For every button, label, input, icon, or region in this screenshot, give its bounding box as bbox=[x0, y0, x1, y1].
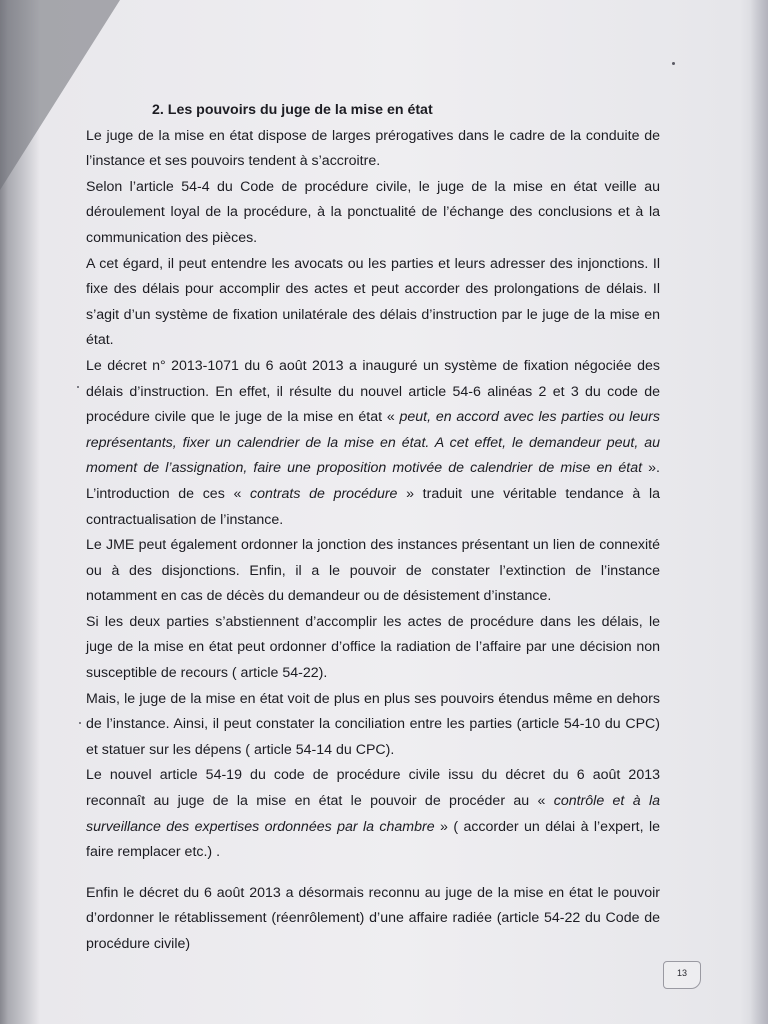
page-number: 13 bbox=[663, 961, 701, 989]
paragraph-8-text-2: » ( accorder un délai à l’expert, le faire remplacer etc.) . bbox=[86, 818, 660, 861]
paragraph-gap bbox=[86, 866, 660, 881]
paragraph-8-quote: contrôle et à la surveillance des expertises ordonnées par la chambre bbox=[86, 793, 660, 835]
paragraph-3: A cet égard, il peut entendre les avocats ou les parties et leurs adresser des injonctions. Il fixe des délais pour accomplir des actes et peut accorder des prolongations de délais. Il s’agit d’un système de fixation unilatérale des délais d’instruction par le juge de la mise en état. bbox=[86, 255, 660, 349]
scan-speck bbox=[77, 386, 79, 388]
paragraph-8 bbox=[86, 763, 660, 865]
paragraph-6: Si les deux parties s’abstiennent d’accomplir les actes de procédure dans les délais, le juge de la mise en état peut ordonner d’office la radiation de l’affaire par une décision non susceptible de recours ( article 54-22). bbox=[86, 613, 660, 682]
paragraph-4-text-3: » traduit une véritable tendance à la contractualisation de l’instance. bbox=[86, 485, 660, 528]
right-edge-shadow bbox=[750, 0, 768, 1024]
paragraph-4 bbox=[86, 354, 660, 533]
paragraph-4-quote: peut, en accord avec les parties ou leurs représentants, fixer un calendrier de la mise en état. A cet effet, le demandeur peut, au moment de l’assignation, faire une proposition motivée de calendrier de mise en état bbox=[86, 409, 660, 477]
paragraph-4-text-2: ». L’introduction de ces « bbox=[86, 460, 660, 502]
paragraph-4-term: contrats de procédure bbox=[250, 485, 398, 502]
scan-speck bbox=[79, 722, 81, 724]
paragraph-7: Mais, le juge de la mise en état voit de plus en plus ses pouvoirs étendus même en dehors de l’instance. Ainsi, il peut constater la conciliation entre les parties (article 54-10 du CPC) et statuer sur les dépens ( article 54-14 du CPC). bbox=[86, 690, 660, 758]
paragraph-8-text-1: Le nouvel article 54-19 du code de procédure civile issu du décret du 6 août 2013 reconnaît au juge de la mise en état le pouvoir de procéder au « bbox=[86, 767, 660, 810]
paragraph-9: Enfin le décret du 6 août 2013 a désormais reconnu au juge de la mise en état le pouvoir d’ordonner le rétablissement (réenrôlement) d’une affaire radiée (article 54-22 du Code de procédure civile) bbox=[86, 884, 660, 952]
section-heading: 2. Les pouvoirs du juge de la mise en état bbox=[152, 102, 433, 118]
paragraph-1: Le juge de la mise en état dispose de larges prérogatives dans le cadre de la conduite de l’instance et ses pouvoirs tendent à s’accroitre. bbox=[86, 127, 660, 170]
paragraph-5: Le JME peut également ordonner la jonction des instances présentant un lien de connexité ou à des disjonctions. Enfin, il a le pouvoir de constater l’extinction de l’instance notamment en cas de décès du demandeur ou de désistement d’instance. bbox=[86, 537, 660, 605]
paragraph-4-text-1: Le décret n° 2013-1071 du 6 août 2013 a inauguré un système de fixation négociée des délais d’instruction. En effet, il résulte du nouvel article 54-6 alinéas 2 et 3 du code de procédure civile que le juge de la mise en état « bbox=[86, 357, 660, 426]
paragraph-2: Selon l’article 54-4 du Code de procédure civile, le juge de la mise en état veille au déroulement loyal de la procédure, à la ponctualité de l’échange des conclusions et à la communication des pièces. bbox=[86, 178, 660, 246]
document-body bbox=[86, 98, 660, 958]
scan-speck bbox=[672, 62, 675, 65]
